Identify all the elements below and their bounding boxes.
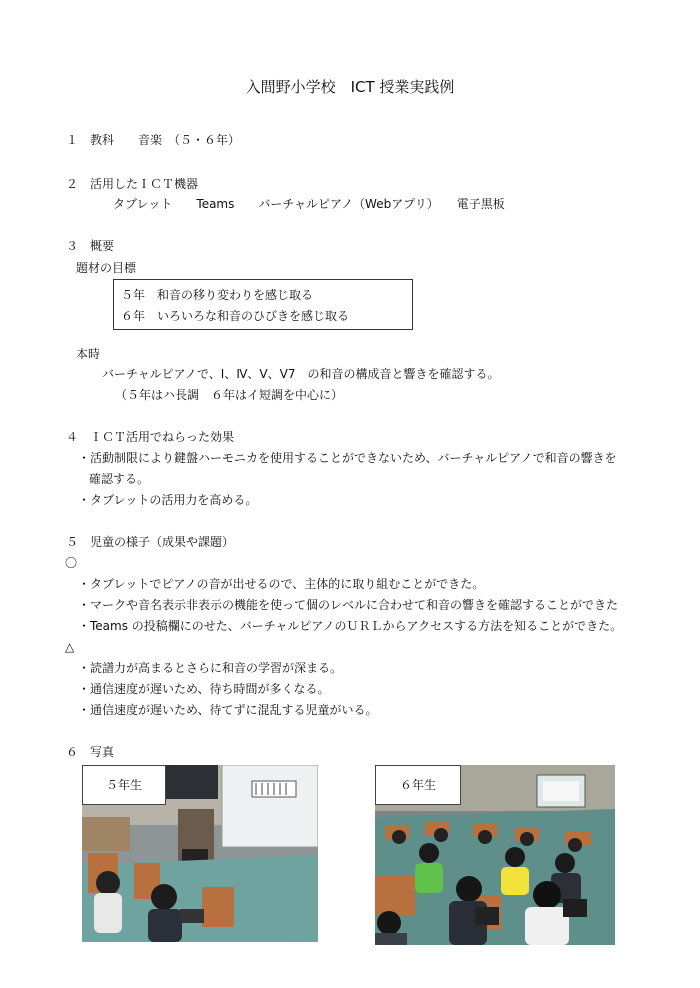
good-item: ・マークや音名表示非表示の機能を使って個のレベルに合わせて和音の響きを確認することができた	[78, 598, 619, 612]
section-6-heading: ６ 写真	[66, 745, 115, 759]
device-list: タブレット Teams バーチャルピアノ（Webアプリ） 電子黒板	[113, 197, 505, 211]
lesson-note: （５年はハ長調 ６年はイ短調を中心に）	[115, 388, 344, 402]
good-mark: 〇	[65, 556, 78, 570]
photo-grade5	[82, 765, 318, 942]
section-3-heading: ３ 概要	[66, 239, 115, 253]
section-4-heading: ４ ＩＣＴ活用でねらった効果	[66, 430, 235, 444]
page-title: 入間野小学校 ICT 授業実践例	[245, 78, 455, 96]
photo-grade5-label: ５年生	[82, 765, 166, 805]
goal-line-grade5: ５年 和音の移り変わりを感じ取る	[121, 288, 314, 302]
lesson-label: 本時	[76, 347, 101, 361]
section-2-heading: ２ 活用したＩＣＴ機器	[66, 177, 199, 191]
section-5-heading: ５ 児童の様子（成果や課題）	[66, 535, 235, 549]
effect-line: 確認する。	[89, 472, 150, 486]
issue-item: ・読譜力が高まるとさらに和音の学習が深まる。	[78, 661, 343, 675]
effect-line: ・活動制限により鍵盤ハーモニカを使用することができないため、バーチャルピアノで和音の響きを	[78, 451, 617, 465]
effect-line: ・タブレットの活用力を高める。	[78, 493, 258, 507]
photo-grade6	[375, 765, 615, 945]
good-item: ・Teams の投稿欄にのせた、バーチャルピアノのＵＲＬからアクセスする方法を知ることができた。	[78, 619, 623, 633]
goal-line-grade6: ６年 いろいろな和音のひびきを感じ取る	[121, 309, 350, 323]
lesson-line: バーチャルピアノで、Ⅰ、Ⅳ、Ⅴ、Ⅴ7 の和音の構成音と響きを確認する。	[102, 367, 500, 381]
goal-label: 題材の目標	[76, 261, 137, 275]
issue-item: ・通信速度が遅いため、待ち時間が多くなる。	[78, 682, 330, 696]
issue-item: ・通信速度が遅いため、待てずに混乱する児童がいる。	[78, 703, 378, 717]
section-1-heading: １ 教科 音楽 （５・６年）	[66, 133, 241, 147]
photo-grade6-label: ６年生	[375, 765, 461, 805]
good-item: ・タブレットでピアノの音が出せるので、主体的に取り組むことができた。	[78, 577, 485, 591]
issue-mark: △	[65, 640, 75, 654]
